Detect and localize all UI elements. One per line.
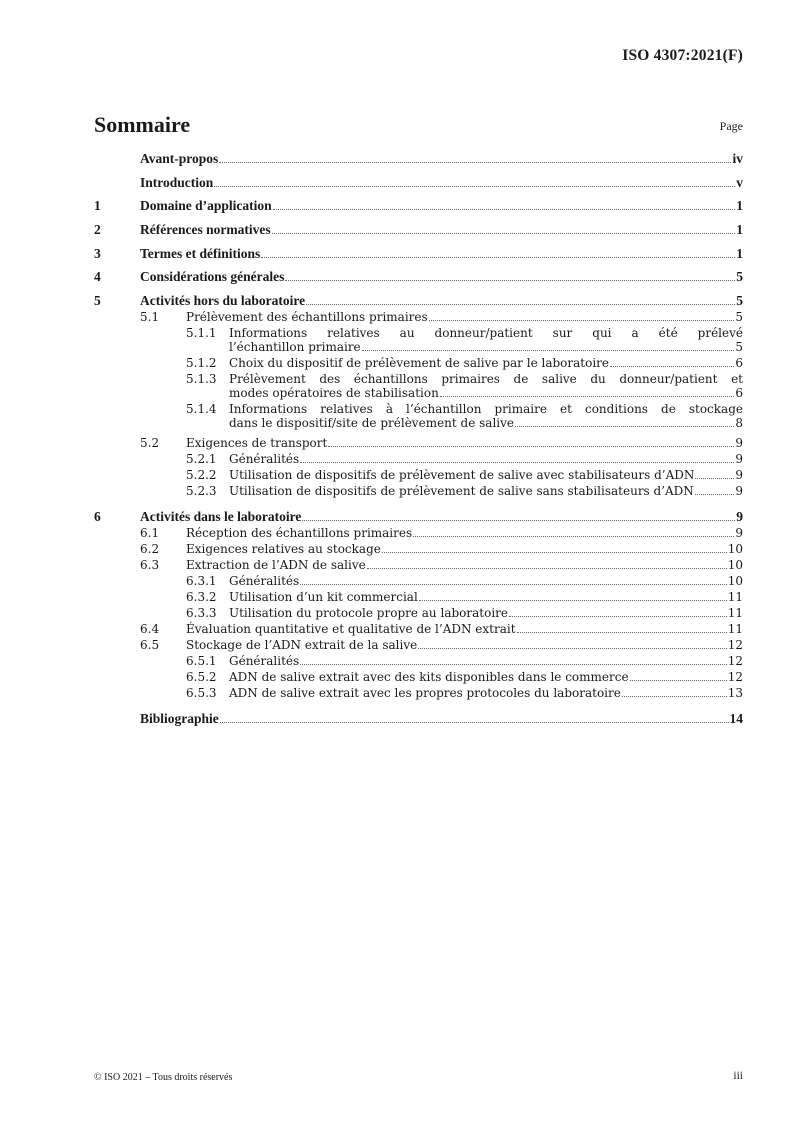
page-number: iii — [733, 1070, 743, 1082]
dot-leader — [300, 583, 727, 585]
toc-entry-page: 5 — [735, 310, 743, 325]
dot-leader — [362, 349, 735, 351]
toc-entry-number: 6.2 — [140, 542, 160, 557]
dot-leader — [419, 599, 727, 601]
copyright-notice: © ISO 2021 – Tous droits réservés — [94, 1072, 233, 1083]
dot-leader — [509, 615, 727, 617]
toc-entry-number: 5.2.2 — [186, 468, 217, 483]
toc-entry-title: Activités hors du laboratoire — [140, 293, 306, 309]
toc-entry-page: 5 — [736, 293, 743, 309]
toc-entry-number: 5.1.1 — [186, 326, 217, 341]
toc-entry-title: Utilisation de dispositifs de prélèvement de salive sans stabilisateurs d’ADN — [229, 484, 694, 499]
toc-entry-title: ADN de salive extrait avec des kits disponibles dans le commerce — [229, 670, 629, 685]
toc-entry[interactable] — [94, 484, 743, 498]
toc-entry-page: 6 — [735, 356, 743, 371]
dot-leader — [367, 567, 727, 569]
toc-entry[interactable] — [94, 686, 743, 700]
toc-entry-number: 5.2 — [140, 436, 160, 451]
dot-leader — [285, 279, 735, 281]
toc-entry-number: 6.3.2 — [186, 590, 217, 605]
toc-entry[interactable] — [94, 294, 743, 308]
toc-entry[interactable] — [94, 468, 743, 482]
dot-leader — [517, 631, 727, 633]
toc-entry-title: Introduction — [140, 174, 214, 190]
toc-entry-title: Choix du dispositif de prélèvement de salive par le laboratoire — [229, 356, 609, 371]
toc-entry-title: Généralités — [229, 574, 300, 589]
toc-entry[interactable] — [94, 247, 743, 261]
dot-leader — [273, 208, 736, 210]
toc-entry-page: 11 — [727, 590, 743, 605]
toc-entry-page: 9 — [735, 468, 743, 483]
toc-entry-title: Termes et définitions — [140, 245, 261, 261]
table-of-contents — [94, 152, 743, 726]
toc-entry[interactable] — [94, 270, 743, 284]
toc-entry-title: Bibliographie — [140, 711, 219, 727]
toc-entry[interactable] — [94, 452, 743, 466]
toc-entry[interactable] — [94, 638, 743, 652]
toc-entry[interactable] — [94, 542, 743, 556]
toc-entry[interactable] — [94, 590, 743, 604]
toc-entry-number: 6.5 — [140, 638, 160, 653]
toc-entry-title: Exigences de transport — [186, 436, 328, 451]
toc-entry-title: Stockage de l’ADN extrait de la salive — [186, 638, 418, 653]
toc-entry-title: Utilisation du protocole propre au laboratoire — [229, 606, 508, 621]
dot-leader — [413, 535, 734, 537]
toc-entry-title: Prélèvement des échantillons primaires de salive du donneur/patient et — [229, 372, 743, 387]
toc-entry-number: 5.1.2 — [186, 356, 217, 371]
toc-entry[interactable] — [94, 356, 743, 370]
page-column-label: Page — [719, 119, 743, 133]
dot-leader — [418, 647, 727, 649]
toc-entry-number: 5.2.3 — [186, 484, 217, 499]
toc-entry-page: 6 — [735, 386, 743, 401]
dot-leader — [328, 445, 734, 447]
dot-leader — [300, 663, 727, 665]
dot-leader — [219, 161, 731, 163]
toc-entry-page: 10 — [727, 542, 743, 557]
dot-leader — [695, 477, 734, 479]
toc-entry-page: 9 — [735, 452, 743, 467]
toc-entry-page: 1 — [736, 222, 743, 238]
toc-entry-page: v — [736, 174, 743, 190]
toc-entry-number: 4 — [94, 269, 101, 285]
toc-entry-page: iv — [732, 151, 743, 166]
toc-entry[interactable] — [94, 574, 743, 588]
toc-entry[interactable] — [94, 199, 743, 213]
toc-entry[interactable] — [94, 310, 743, 324]
toc-entry-page: 9 — [735, 436, 743, 451]
toc-entry-number: 6.1 — [140, 526, 160, 541]
dot-leader — [214, 185, 735, 187]
toc-entry-page: 1 — [736, 198, 743, 214]
toc-entry-number: 6.3.1 — [186, 574, 217, 589]
toc-entry-page: 12 — [727, 670, 743, 685]
toc-entry-page: 8 — [735, 416, 743, 431]
toc-entry-page: 12 — [727, 638, 743, 653]
dot-leader — [630, 679, 727, 681]
page-title: Sommaire — [94, 112, 191, 137]
toc-entry-title: Avant-propos — [140, 151, 219, 166]
toc-entry[interactable] — [94, 223, 743, 237]
toc-entry-page: 12 — [727, 654, 743, 669]
toc-entry-number: 5.1.4 — [186, 402, 217, 417]
dot-leader — [695, 493, 735, 495]
toc-entry-title: Prélèvement des échantillons primaires — [186, 310, 428, 325]
toc-entry-page: 10 — [727, 558, 743, 573]
toc-entry-number: 3 — [94, 245, 101, 261]
toc-entry[interactable] — [94, 176, 743, 190]
toc-entry-title: Informations relatives à l’échantillon primaire et conditions de stockage — [229, 402, 743, 417]
toc-entry-title: Évaluation quantitative et qualitative de l’ADN extrait — [186, 622, 516, 637]
toc-entry[interactable] — [94, 606, 743, 620]
dot-leader — [306, 303, 735, 305]
toc-entry-page: 9 — [735, 484, 743, 499]
toc-entry-page: 14 — [729, 711, 743, 727]
toc-entry[interactable] — [94, 654, 743, 668]
dot-leader — [382, 551, 727, 553]
dot-leader — [261, 256, 735, 258]
toc-entry-number: 6.5.1 — [186, 654, 217, 669]
toc-entry-number: 6 — [94, 509, 101, 525]
toc-entry-title: Exigences relatives au stockage — [186, 542, 381, 557]
toc-entry-page: 10 — [727, 574, 743, 589]
toc-entry-page: 5 — [735, 340, 743, 355]
dot-leader — [610, 365, 734, 367]
toc-entry-number: 2 — [94, 222, 101, 238]
toc-entry[interactable] — [94, 326, 743, 354]
toc-entry-number: 5.2.1 — [186, 452, 217, 467]
toc-entry-page: 9 — [736, 509, 743, 525]
toc-entry-title: Activités dans le laboratoire — [140, 509, 302, 525]
toc-entry-number: 1 — [94, 198, 101, 214]
toc-entry-title: Extraction de l’ADN de salive — [186, 558, 366, 573]
toc-entry-number: 6.3 — [140, 558, 160, 573]
toc-entry[interactable] — [94, 436, 743, 450]
dot-leader — [220, 721, 729, 723]
toc-entry-page: 13 — [727, 686, 743, 701]
toc-entry-title-continued: l’échantillon primaire — [229, 340, 361, 355]
toc-entry-number: 6.5.2 — [186, 670, 217, 685]
toc-entry-page: 11 — [727, 606, 743, 621]
toc-entry-title-continued: modes opératoires de stabilisation — [229, 386, 439, 401]
toc-entry-number: 5.1 — [140, 310, 160, 325]
toc-entry-title: Références normatives — [140, 222, 271, 238]
dot-leader — [440, 395, 735, 397]
toc-entry-page: 9 — [735, 526, 743, 541]
dot-leader — [429, 319, 735, 321]
dot-leader — [300, 461, 734, 463]
toc-entry-title: Utilisation de dispositifs de prélèvement de salive avec stabilisateurs d’ADN — [229, 468, 695, 483]
toc-entry[interactable] — [94, 526, 743, 540]
dot-leader — [302, 519, 735, 521]
toc-entry-title: Utilisation d’un kit commercial — [229, 590, 418, 605]
toc-entry-title: Généralités — [229, 452, 300, 467]
toc-entry-page: 11 — [727, 622, 743, 637]
toc-entry-page: 1 — [736, 245, 743, 261]
toc-entry[interactable] — [94, 372, 743, 400]
toc-entry-page: 5 — [736, 269, 743, 285]
document-code: ISO 4307:2021(F) — [622, 47, 743, 64]
toc-entry-number: 6.3.3 — [186, 606, 217, 621]
toc-entry[interactable] — [94, 622, 743, 636]
toc-entry-title: Domaine d’application — [140, 198, 272, 214]
toc-entry-title: Considérations générales — [140, 269, 285, 285]
toc-entry-title: Réception des échantillons primaires — [186, 526, 413, 541]
toc-entry[interactable] — [94, 152, 743, 166]
toc-entry[interactable] — [94, 712, 743, 726]
toc-entry-title-continued: dans le dispositif/site de prélèvement de salive — [229, 416, 514, 431]
toc-entry-number: 5 — [94, 293, 101, 309]
toc-entry[interactable] — [94, 670, 743, 684]
toc-entry-number: 6.5.3 — [186, 686, 217, 701]
dot-leader — [272, 232, 736, 234]
dot-leader — [622, 695, 727, 697]
toc-entry[interactable] — [94, 402, 743, 430]
toc-entry-title: Informations relatives au donneur/patient sur qui a été prélevé — [229, 326, 743, 341]
toc-entry-title: ADN de salive extrait avec les propres protocoles du laboratoire — [229, 686, 621, 701]
toc-entry-title: Généralités — [229, 654, 300, 669]
toc-entry[interactable] — [94, 510, 743, 524]
toc-entry[interactable] — [94, 558, 743, 572]
dot-leader — [515, 425, 734, 427]
toc-entry-number: 5.1.3 — [186, 372, 217, 387]
toc-entry-number: 6.4 — [140, 622, 160, 637]
